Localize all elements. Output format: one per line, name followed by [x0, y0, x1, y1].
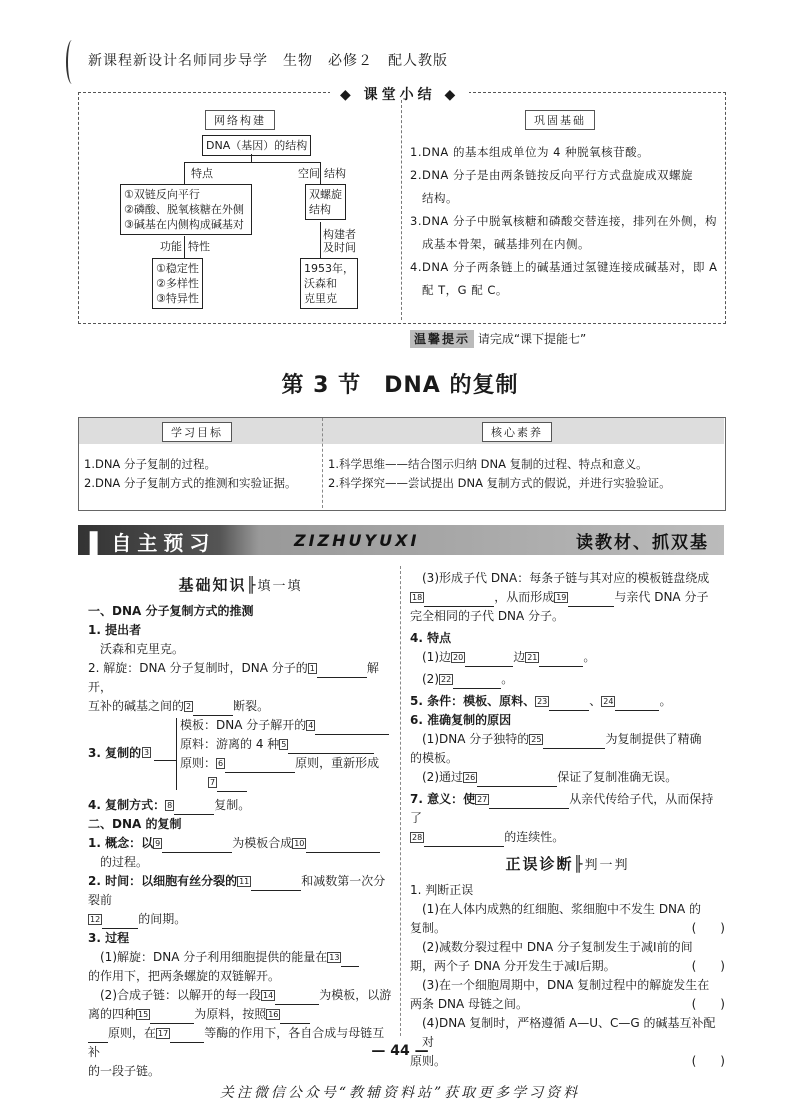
blank-number: 8	[167, 801, 173, 810]
diagnosis-heading-text: 正误诊断	[505, 855, 574, 873]
fill-blank[interactable]	[174, 800, 214, 815]
blank-number: 23	[537, 697, 548, 706]
step-synthesis	[88, 986, 393, 1005]
item-label: 5. 条件：模板、原料、	[410, 694, 536, 708]
item-significance-2	[410, 828, 725, 847]
item-time-2	[88, 910, 393, 929]
item-time	[88, 872, 393, 910]
goals-left-header: 学习目标	[162, 422, 232, 442]
blank-number: 6	[218, 759, 224, 768]
item-label: 1. 概念：以	[88, 836, 154, 850]
blank-number: 21	[527, 653, 538, 662]
blank-number: 17	[158, 1029, 169, 1038]
builder-line: 1953年，	[304, 262, 354, 275]
text-span: 原料：游离的 4 种	[180, 737, 280, 751]
item-label: 3. 过程	[88, 931, 130, 945]
builder-label-line: 及时间	[323, 241, 356, 254]
summary-divider	[401, 100, 402, 320]
fill-blank[interactable]	[275, 990, 319, 1005]
judge-item: (3)在一个细胞周期中，DNA 复制过程中的解旋发生在	[422, 978, 710, 992]
diagnosis-heading: 正误诊断╟判一判	[505, 855, 630, 873]
text-span: 复制。	[214, 798, 251, 812]
answer-paren[interactable]: ( )	[691, 1054, 725, 1068]
goals-right-header: 核心素养	[482, 422, 552, 442]
tip	[410, 330, 586, 347]
replication-condition-group	[88, 716, 393, 792]
text-span: (1)DNA 分子独特的	[422, 732, 530, 746]
text-span: 为原料，按照	[194, 1007, 267, 1021]
feature-item: ①双链反向平行	[124, 188, 200, 201]
blank-number: 3	[144, 748, 150, 757]
consolidate-item: 3.DNA 分子中脱氧核糖和磷酸交替连接，排列在外侧，构	[410, 214, 717, 228]
tip-text: 请完成“课下提能七”	[477, 332, 587, 346]
fill-blank[interactable]	[424, 592, 494, 607]
fill-blank[interactable]	[453, 674, 501, 689]
blank-number: 4	[308, 721, 314, 730]
diagram-line	[184, 236, 185, 258]
fill-blank[interactable]	[341, 952, 359, 967]
network-label: 网络构建	[205, 110, 275, 130]
blank-number: 9	[155, 839, 161, 848]
label-space: 空间	[298, 167, 320, 180]
label-function: 功能	[160, 240, 182, 253]
fill-blank[interactable]	[317, 663, 367, 678]
builder-line: 沃森和	[304, 277, 337, 290]
text-span: 保证了复制准确无误。	[557, 770, 678, 784]
fill-blank[interactable]	[306, 838, 380, 853]
diagram-line	[184, 162, 185, 184]
item-text: 沃森和克里克。	[100, 642, 185, 656]
consolidate-item: 4.DNA 分子两条链上的碱基通过氢键连接成碱基对，即 A	[410, 260, 718, 274]
goals-divider	[322, 418, 323, 508]
header-bracket	[66, 40, 78, 84]
fill-blank[interactable]	[549, 696, 589, 711]
item-label: 4. 复制方式：	[88, 798, 166, 812]
consolidate-item: 配 T，G 配 C。	[422, 283, 508, 297]
text-span: 期，两个子 DNA 分开发生于减Ⅰ后期。	[410, 959, 616, 973]
diagram-line	[320, 162, 321, 184]
text-span: 与亲代 DNA 分子	[614, 590, 709, 604]
label-trait: 特性	[188, 240, 210, 253]
trait-item: ③特异性	[156, 292, 199, 305]
text-span: ，从而形成	[494, 590, 555, 604]
basics-heading-text: 基础知识	[178, 576, 247, 594]
trait-item: ①稳定性	[156, 262, 199, 275]
literacy-item: 2.科学探究——尝试提出 DNA 复制方式的假说，并进行实验验证。	[328, 476, 671, 490]
text-span: (1)边	[422, 650, 451, 664]
principle-line	[180, 754, 379, 773]
fill-blank[interactable]	[88, 1028, 108, 1043]
fill-blank[interactable]	[150, 1009, 194, 1024]
item-text: 完全相同的子代 DNA 分子。	[410, 609, 565, 623]
feature-item: ②磷酸、脱氧核糖在外侧	[124, 203, 244, 216]
text-span: (2)	[422, 672, 439, 686]
text-span: 模板：DNA 分子解开的	[180, 718, 307, 732]
item-label: 3. 复制的	[88, 746, 142, 760]
fill-blank[interactable]	[170, 1028, 204, 1043]
heading-2: 二、DNA 的复制	[88, 817, 182, 831]
text-span: 解开，	[88, 661, 379, 694]
fill-blank[interactable]	[315, 720, 389, 735]
text-span: 和减数第一次分裂前	[88, 874, 386, 907]
text-span: 等酶的作用下，各自合成与母链互补	[88, 1026, 385, 1059]
goals-right	[328, 455, 671, 493]
diagram-root: DNA（基因）的结构	[202, 135, 311, 156]
consolidate-item: 1.DNA 的基本组成单位为 4 种脱氧核苷酸。	[410, 145, 650, 159]
text-span: (2)通过	[422, 770, 463, 784]
text-span: 为模板合成	[232, 836, 293, 850]
fill-blank[interactable]	[477, 772, 557, 787]
blank-number: 7	[210, 778, 216, 787]
answer-paren[interactable]: ( )	[691, 959, 725, 973]
helix-line: 结构	[309, 203, 331, 216]
blank-number: 10	[294, 839, 305, 848]
fill-blank[interactable]	[539, 652, 583, 667]
diagnosis-heading-suffix: 判一判	[584, 858, 630, 873]
blank-number: 1	[309, 664, 315, 673]
goal-item: 1.DNA 分子复制的过程。	[84, 457, 216, 471]
blank-number: 22	[441, 675, 452, 684]
item-concept	[88, 834, 393, 853]
blank-number: 24	[603, 697, 614, 706]
diagram-line	[320, 222, 321, 258]
item-significance	[410, 790, 725, 828]
blank-number: 15	[138, 1010, 149, 1019]
text-span: 为复制提供了精确	[605, 732, 702, 746]
text-span: 2. 解旋：DNA 分子复制时，DNA 分子的	[88, 661, 308, 675]
blank-number: 25	[531, 735, 542, 744]
item-label: 6. 准确复制的原因	[410, 713, 512, 727]
item-text: 的过程。	[100, 855, 149, 869]
banner-left: ▌自主预习	[90, 531, 216, 555]
banner-left-text: 自主预习	[111, 531, 216, 555]
goal-item: 2.DNA 分子复制方式的推测和实验证据。	[84, 476, 297, 490]
brace	[176, 718, 177, 790]
left-column	[88, 576, 393, 1081]
text-span: 原则，重新形成	[295, 756, 380, 770]
blank-number: 27	[477, 795, 488, 804]
basics-heading-suffix: 填一填	[257, 579, 303, 594]
judge-item-end	[410, 957, 725, 976]
helix-line: 双螺旋	[309, 188, 342, 201]
banner-right: 读教材、抓双基	[576, 533, 709, 553]
fill-blank[interactable]	[288, 739, 374, 754]
judge-item: (4)DNA 复制时，严格遵循 A—U、C—G 的碱基互补配对	[422, 1016, 716, 1049]
fill-blank[interactable]	[465, 652, 513, 667]
item-label: 4. 特点	[410, 631, 452, 645]
item-text: (3)形成子代 DNA：每条子链与其对应的模板链盘绕成	[422, 571, 710, 585]
step-synthesis-2	[88, 1005, 393, 1024]
text-span: 边	[513, 650, 526, 664]
judge-item: (1)在人体内成熟的红细胞、浆细胞中不发生 DNA 的	[422, 902, 702, 916]
fill-blank[interactable]	[217, 777, 247, 792]
section-title: 第 3 节 DNA 的复制	[281, 373, 519, 398]
literacy-item: 1.科学思维——结合图示归纳 DNA 复制的过程、特点和意义。	[328, 457, 648, 471]
text-span: 的连续性。	[504, 830, 565, 844]
consolidate-list	[410, 141, 718, 302]
answer-paren[interactable]: ( )	[691, 997, 725, 1011]
text-span: 复制。	[410, 921, 447, 935]
step-unwind	[88, 948, 393, 967]
summary-title-text: 课堂小结	[363, 87, 436, 103]
blank-number: 28	[412, 833, 423, 842]
item-unwinding	[88, 659, 393, 697]
text-span: 断裂。	[233, 699, 270, 713]
item-text: 的模板。	[410, 751, 459, 765]
text-span: 为模板，以游	[319, 988, 392, 1002]
goals-left	[84, 455, 296, 493]
fill-blank[interactable]	[193, 701, 233, 716]
features-box	[120, 184, 252, 235]
traits-box	[152, 258, 203, 309]
principle-line-2	[208, 773, 247, 792]
basics-heading: 基础知识╟填一填	[178, 576, 303, 594]
judge-item-end	[410, 995, 725, 1014]
blank-number: 2	[186, 702, 192, 711]
tip-label: 温馨提示	[410, 330, 474, 348]
judge-item: (2)减数分裂过程中 DNA 分子复制发生于减Ⅰ前的间	[422, 940, 693, 954]
fill-blank[interactable]	[615, 696, 659, 711]
diagram-line	[184, 162, 320, 163]
text-span: 原则。	[410, 1054, 447, 1068]
blank-number: 12	[90, 915, 101, 924]
fill-blank[interactable]	[162, 838, 232, 853]
answer-paren[interactable]: ( )	[691, 921, 725, 935]
blank-number: 20	[453, 653, 464, 662]
item-text: 的一段子链。	[88, 1064, 161, 1078]
text-span: 从亲代传给子代，从而保持了	[410, 792, 714, 825]
label-features: 特点	[191, 167, 213, 180]
fill-blank[interactable]	[154, 746, 176, 761]
consolidate-item: 结构。	[422, 191, 458, 205]
item-unwinding-2	[88, 697, 393, 716]
blank-number: 19	[556, 593, 567, 602]
reason-2	[410, 768, 725, 787]
blank-number: 16	[268, 1010, 279, 1019]
heading-1: 一、DNA 分子复制方式的推测	[88, 604, 254, 618]
item-text: 的作用下，把两条螺旋的双链解开。	[88, 969, 281, 983]
text-span: 原则，在	[108, 1026, 157, 1040]
consolidate-label: 巩固基础	[525, 110, 595, 130]
footer-note: 关注微信公众号“教辅资料站”获取更多学习资料	[219, 1085, 581, 1101]
builders-box	[300, 258, 358, 309]
page-number: — 44 —	[371, 1043, 429, 1059]
helix-box	[305, 184, 346, 220]
fill-blank[interactable]	[543, 734, 605, 749]
fill-blank[interactable]	[424, 832, 504, 847]
item-label: 7. 意义：使	[410, 792, 476, 806]
fill-blank[interactable]	[225, 758, 295, 773]
text-span: 互补的碱基之间的	[88, 699, 185, 713]
consolidate-item: 2.DNA 分子是由两条链按反向平行方式盘旋成双螺旋	[410, 168, 693, 182]
fill-blank[interactable]	[280, 1009, 310, 1024]
fill-blank[interactable]	[251, 876, 301, 891]
blank-number: 5	[281, 740, 287, 749]
builder-line: 克里克	[304, 292, 337, 305]
banner-middle: ZIZHUYUXI	[294, 531, 420, 550]
judge-heading: 1. 判断正误	[410, 883, 474, 897]
summary-title: ◆ 课堂小结 ◆	[330, 84, 469, 104]
consolidate-item: 成基本骨架，碱基排列在内侧。	[422, 237, 590, 251]
blank-number: 11	[239, 877, 250, 886]
running-header: 新课程新设计名师同步导学 生物 必修２ 配人教版	[88, 53, 448, 69]
builder-label-line: 构建者	[323, 228, 356, 241]
text-span: 两条 DNA 母链之间。	[410, 997, 529, 1011]
item-form	[410, 588, 725, 607]
text-span: 离的四种	[88, 1007, 137, 1021]
feature-2: (2) 22 。	[410, 670, 725, 689]
fill-blank[interactable]	[489, 794, 569, 809]
item-mode	[88, 796, 393, 815]
text-span: (1)解旋：DNA 分子利用细胞提供的能量在	[100, 950, 328, 964]
fill-blank[interactable]	[568, 592, 614, 607]
text-span: 的间期。	[138, 912, 187, 926]
blank-number: 18	[412, 593, 423, 602]
feature-item: ③碱基在内侧构成碱基对	[124, 218, 244, 231]
label-builder	[323, 228, 356, 254]
item-label: 1. 提出者	[88, 623, 142, 637]
template-line	[180, 716, 389, 735]
reason-1	[410, 730, 725, 749]
feature-1: (1)边 20 边 21 。	[410, 648, 725, 667]
blank-number: 13	[329, 953, 340, 962]
item-label: 2. 时间：以细胞有丝分裂的	[88, 874, 238, 888]
item-condition: 5. 条件：模板、原料、 23 、 24 。	[410, 692, 725, 711]
trait-item: ②多样性	[156, 277, 199, 290]
material-line	[180, 735, 374, 754]
blank-number: 14	[263, 991, 274, 1000]
label-structure: 结构	[324, 167, 346, 180]
judge-item-end	[410, 919, 725, 938]
diagram-line	[251, 154, 252, 162]
right-column	[410, 569, 725, 1071]
text-span: 原则：	[180, 756, 217, 770]
blank-number: 26	[465, 773, 476, 782]
text-span: (2)合成子链：以解开的每一段	[100, 988, 261, 1002]
column-divider	[400, 566, 401, 1036]
fill-blank[interactable]	[102, 914, 138, 929]
